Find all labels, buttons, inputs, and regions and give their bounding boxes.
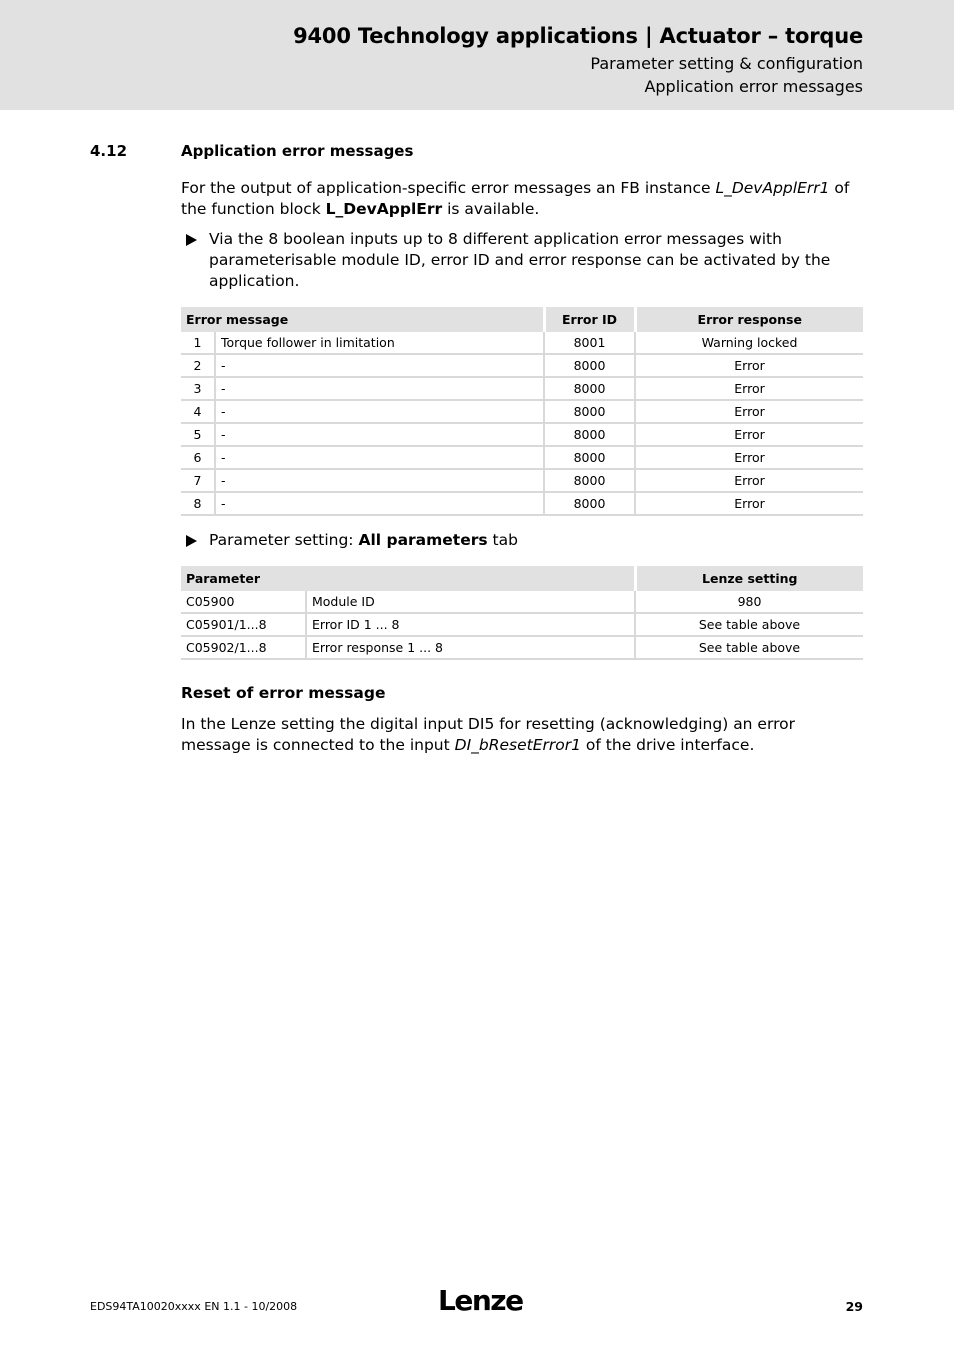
error-id-cell: 8000 <box>544 492 635 515</box>
table-row <box>181 400 863 423</box>
error-number-cell: 4 <box>181 400 215 423</box>
error-id-cell: 8000 <box>544 354 635 377</box>
triangle-bullet-icon <box>186 535 197 547</box>
col-header-error-response: Error response <box>635 307 863 332</box>
error-message-cell: - <box>215 423 544 446</box>
error-id-cell: 8000 <box>544 446 635 469</box>
error-message-cell: Torque follower in limitation <box>215 332 544 354</box>
col-header-lenze-setting: Lenze setting <box>635 566 863 591</box>
triangle-bullet-icon <box>186 234 197 246</box>
error-response-cell: Warning locked <box>635 332 863 354</box>
lenze-setting-cell: 980 <box>635 591 863 613</box>
intro-paragraph: For the output of application-specific error messages an FB instance L_DevApplErr1 of the function block L_DevApplErr is available. <box>181 179 850 218</box>
error-number-cell: 2 <box>181 354 215 377</box>
table-row <box>181 469 863 492</box>
error-message-cell: - <box>215 400 544 423</box>
page-header <box>0 0 954 110</box>
error-number-cell: 7 <box>181 469 215 492</box>
parameter-name-cell: Error ID 1 ... 8 <box>306 613 635 636</box>
section-number: 4.12 <box>90 142 128 160</box>
page-number: 29 <box>845 1299 863 1314</box>
error-message-table <box>181 307 863 516</box>
reset-paragraph: In the Lenze setting the digital input DI5 for resetting (acknowledging) an error message is connected to the input DI_bResetError1 of the drive interface. <box>181 715 795 754</box>
parameter-code-cell: C05902/1...8 <box>181 636 306 659</box>
drive-interface-input-name: DI_bResetError1 <box>454 736 581 754</box>
error-id-cell: 8000 <box>544 469 635 492</box>
error-number-cell: 8 <box>181 492 215 515</box>
error-response-cell: Error <box>635 492 863 515</box>
fb-instance-name: L_DevApplErr1 <box>715 179 830 197</box>
error-message-cell: - <box>215 446 544 469</box>
error-number-cell: 1 <box>181 332 215 354</box>
error-message-cell: - <box>215 469 544 492</box>
error-number-cell: 5 <box>181 423 215 446</box>
parameter-name-cell: Module ID <box>306 591 635 613</box>
parameter-code-cell: C05900 <box>181 591 306 613</box>
error-response-cell: Error <box>635 446 863 469</box>
table-row <box>181 492 863 515</box>
lenze-setting-cell: See table above <box>635 613 863 636</box>
error-response-cell: Error <box>635 377 863 400</box>
table-row <box>181 354 863 377</box>
table-row <box>181 613 863 636</box>
error-id-cell: 8000 <box>544 400 635 423</box>
error-message-cell: - <box>215 377 544 400</box>
error-number-cell: 3 <box>181 377 215 400</box>
bullet-parameter-setting: Parameter setting: All parameters tab <box>186 530 863 551</box>
table-row <box>181 636 863 659</box>
parameter-name-cell: Error response 1 ... 8 <box>306 636 635 659</box>
header-title: 9400 Technology applications | Actuator – torque <box>293 24 863 48</box>
header-subtitle-section: Application error messages <box>644 77 863 96</box>
lenze-logo: Lenze <box>438 1284 523 1317</box>
bullet-boolean-inputs: Via the 8 boolean inputs up to 8 different application error messages with parameterisable module ID, error ID and error response can be activated by the application. <box>186 229 863 292</box>
error-response-cell: Error <box>635 400 863 423</box>
error-number-cell: 6 <box>181 446 215 469</box>
header-subtitle-chapter: Parameter setting & configuration <box>590 54 863 73</box>
parameter-code-cell: C05901/1...8 <box>181 613 306 636</box>
footer-document-id: EDS94TA10020xxxx EN 1.1 - 10/2008 <box>90 1300 298 1313</box>
error-id-cell: 8000 <box>544 377 635 400</box>
table-row <box>181 446 863 469</box>
col-header-error-id: Error ID <box>544 307 635 332</box>
error-message-cell: - <box>215 354 544 377</box>
table-row <box>181 591 863 613</box>
table-header-row <box>181 566 863 591</box>
table-row <box>181 423 863 446</box>
table-header-row <box>181 307 863 332</box>
error-response-cell: Error <box>635 423 863 446</box>
table-row <box>181 332 863 354</box>
parameter-table <box>181 566 863 660</box>
function-block-name: L_DevApplErr <box>325 200 443 218</box>
error-id-cell: 8000 <box>544 423 635 446</box>
table-row <box>181 377 863 400</box>
error-response-cell: Error <box>635 354 863 377</box>
reset-heading: Reset of error message <box>181 684 386 702</box>
col-header-parameter: Parameter <box>181 566 635 591</box>
error-id-cell: 8001 <box>544 332 635 354</box>
section-title: Application error messages <box>181 142 414 160</box>
all-parameters-tab-name: All parameters <box>358 531 488 549</box>
col-header-error-message: Error message <box>181 307 544 332</box>
error-message-cell: - <box>215 492 544 515</box>
lenze-setting-cell: See table above <box>635 636 863 659</box>
error-response-cell: Error <box>635 469 863 492</box>
